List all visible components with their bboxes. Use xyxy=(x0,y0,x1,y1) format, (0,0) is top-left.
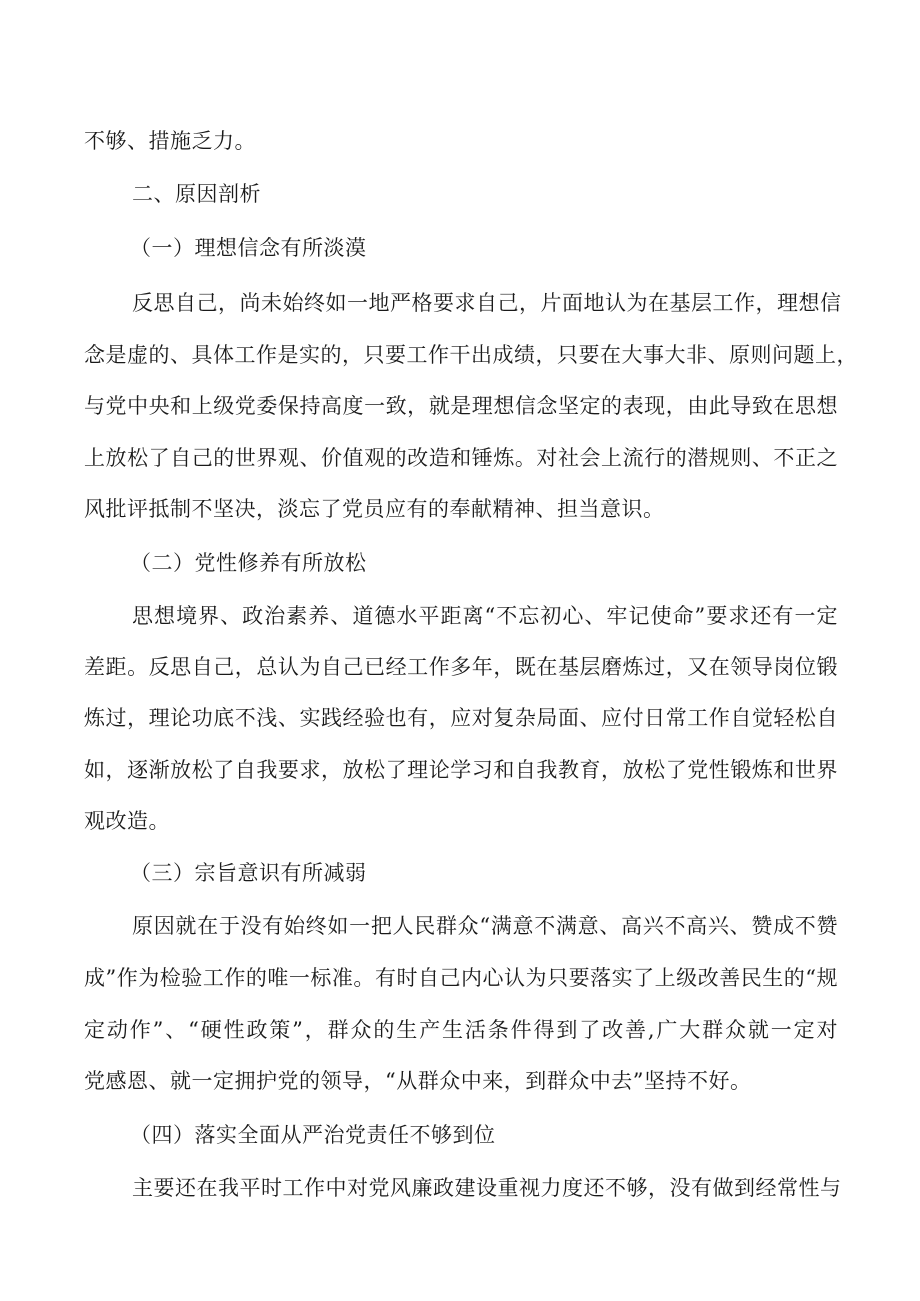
paragraph-line: 观改造。 xyxy=(84,809,170,833)
subsection-heading: （三）宗旨意识有所减弱 xyxy=(130,861,367,885)
paragraph-line: 炼过，理论功底不浅、实践经验也有，应对复杂局面、应付日常工作自觉轻松自 xyxy=(84,706,838,730)
paragraph-line: 党感恩、就一定拥护党的领导，“从群众中来，到群众中去”坚持不好。 xyxy=(84,1069,752,1093)
section-heading: 二、原因剖析 xyxy=(132,182,261,206)
paragraph-line: 与党中央和上级党委保持高度一致，就是理想信念坚定的表现，由此导致在思想 xyxy=(84,394,838,418)
paragraph-line: 思想境界、政治素养、道德水平距离“不忘初心、牢记使命”要求还有一定 xyxy=(132,604,838,628)
paragraph-line: 风批评抵制不坚决，淡忘了党员应有的奉献精神、担当意识。 xyxy=(84,497,665,521)
paragraph-line: 念是虚的、具体工作是实的，只要工作干出成绩，只要在大事大非、原则问题上， xyxy=(84,343,858,367)
subsection-heading: （四）落实全面从严治党责任不够到位 xyxy=(130,1123,496,1147)
paragraph-line: 主要还在我平时工作中对党风廉政建设重视力度还不够，没有做到经常性与 xyxy=(132,1176,842,1200)
paragraph-line: 原因就在于没有始终如一把人民群众“满意不满意、高兴不高兴、赞成不赞 xyxy=(132,914,838,938)
paragraph-line: 成”作为检验工作的唯一标准。有时自己内心认为只要落实了上级改善民生的“规 xyxy=(84,966,838,990)
paragraph-line: 不够、措施乏力。 xyxy=(84,129,256,153)
paragraph-line: 反思自己，尚未始终如一地严格要求自己，片面地认为在基层工作，理想信 xyxy=(132,291,842,315)
subsection-heading: （一）理想信念有所淡漠 xyxy=(130,236,367,260)
paragraph-line: 定动作”、“硬性政策”，群众的生产生活条件得到了改善,广大群众就一定对 xyxy=(84,1018,838,1042)
paragraph-line: 如，逐渐放松了自我要求，放松了理论学习和自我教育，放松了党性锻炼和世界 xyxy=(84,758,838,782)
subsection-heading: （二）党性修养有所放松 xyxy=(130,551,367,575)
paragraph-line: 上放松了自己的世界观、价值观的改造和锤炼。对社会上流行的潜规则、不正之 xyxy=(84,446,838,470)
paragraph-line: 差距。反思自己，总认为自己已经工作多年，既在基层磨炼过，又在领导岗位锻 xyxy=(84,655,838,679)
